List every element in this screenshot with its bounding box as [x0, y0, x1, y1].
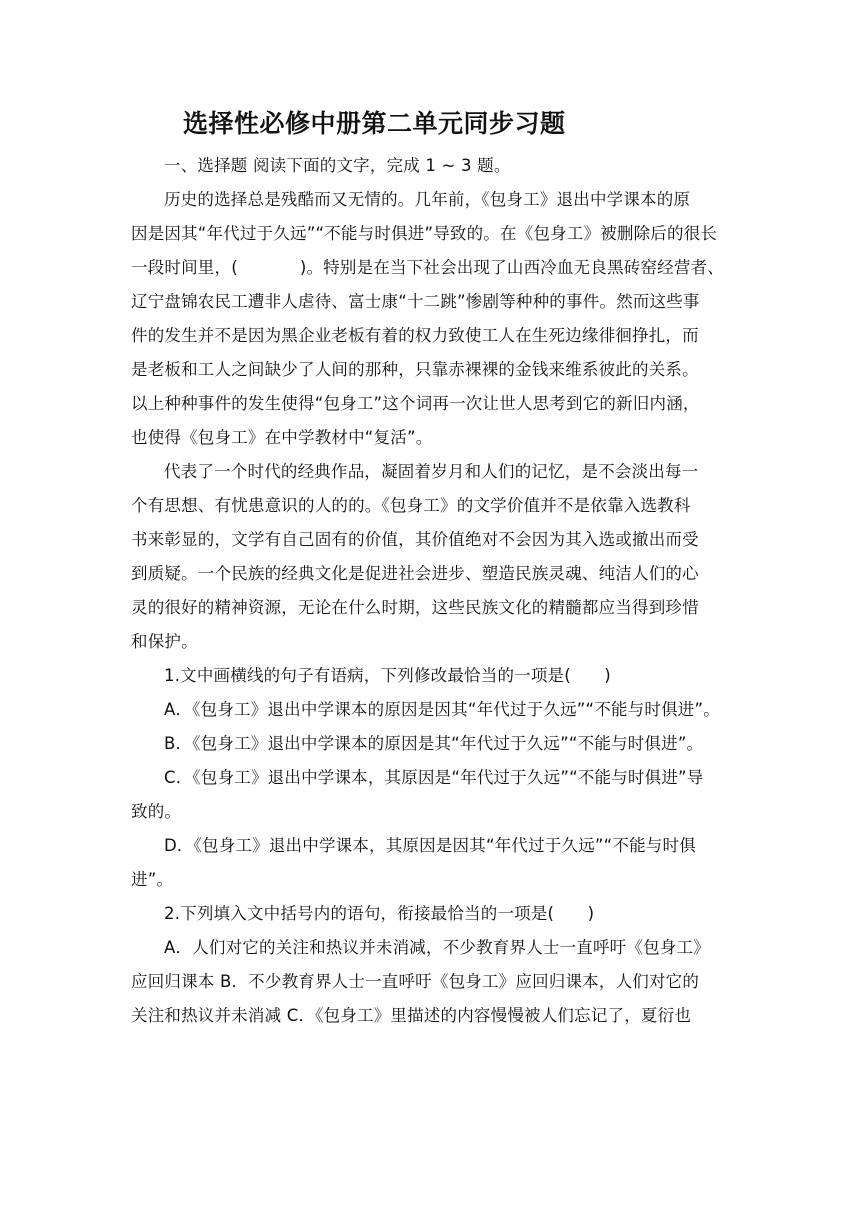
passage-line: 因是因其“年代过于久远”“不能与时俱进”导致的。在《包身工》被删除后的很长	[131, 224, 718, 243]
passage-line: 以上种种事件的发生使得“包身工”这个词再一次让世人思考到它的新旧内涵，	[131, 394, 700, 413]
passage-line: 历史的选择总是残酷而又无情的。几年前，《包身工》退出中学课本的原	[164, 190, 691, 209]
passage-line: 辽宁盘锦农民工遭非人虐待、富士康“十二跳”惨剧等种种的事件。然而这些事	[131, 292, 700, 311]
question-1-option-d: D．《包身工》退出中学课本，其原因是因其“年代过于久远”“不能与时俱	[164, 836, 696, 855]
question-1-option-c-cont: 致的。	[131, 802, 182, 821]
passage-text: 一段时间里，(	[131, 258, 238, 277]
question-2-options-line: 应回归课本 B．不少教育界人士一直呼吁《包身工》应回归课本，人们对它的	[131, 972, 700, 991]
question-1-stem: 1.文中画横线的句子有语病，下列修改最恰当的一项是( )	[164, 666, 611, 685]
section-heading: 一、选择题 阅读下面的文字，完成 1 ~ 3 题。	[164, 156, 511, 175]
passage-line: 件的发生并不是因为黑企业老板有着的权力致使工人在生死边缘徘徊挣扎，而	[131, 326, 699, 345]
question-1-option-c: C．《包身工》退出中学课本，其原因是“年代过于久远”“不能与时俱进”导	[164, 768, 704, 787]
passage-line: 灵的很好的精神资源，无论在什么时期，这些民族文化的精髓都应当得到珍惜	[131, 598, 699, 617]
question-2-options-line: A．人们对它的关注和热议并未消减，不少教育界人士一直呼吁《包身工》	[164, 938, 710, 957]
passage-line: 也使得《包身工》在中学教材中“复活”。	[131, 428, 433, 447]
passage-line: 和保护。	[131, 632, 198, 651]
question-2-options-line: 关注和热议并未消减 C．《包身工》里描述的内容慢慢被人们忘记了，夏衍也	[131, 1006, 692, 1025]
question-1-option-d-cont: 进”。	[131, 870, 174, 889]
passage-line: 代表了一个时代的经典作品，凝固着岁月和人们的记忆，是不会淡出每一	[164, 462, 699, 481]
question-2-stem: 2.下列填入文中括号内的语句，衔接最恰当的一项是( )	[164, 904, 595, 923]
question-1-option-b: B．《包身工》退出中学课本的原因是其“年代过于久远”“不能与时俱进”。	[164, 734, 704, 753]
passage-line: 到质疑。一个民族的经典文化是促进社会进步、塑造民族灵魂、纯洁人们的心	[131, 564, 699, 583]
passage-line-with-blank	[131, 258, 724, 278]
passage-line: 个有思想、有忧患意识的人的的。《包身工》的文学价值并不是依靠入选教科	[131, 496, 691, 515]
passage-text: )。特别是在当下社会出现了山西冷血无良黑砖窑经营者、	[299, 258, 724, 277]
passage-line: 书来彰显的，文学有自己固有的价值，其价值绝对不会因为其入选或撤出而受	[131, 530, 699, 549]
passage-line: 是老板和工人之间缺少了人间的那种，只靠赤裸裸的金钱来维系彼此的关系。	[131, 360, 699, 379]
document-title: 选择性必修中册第二单元同步习题	[183, 109, 566, 138]
question-1-option-a: A．《包身工》退出中学课本的原因是因其“年代过于久远”“不能与时俱进”。	[164, 700, 720, 719]
